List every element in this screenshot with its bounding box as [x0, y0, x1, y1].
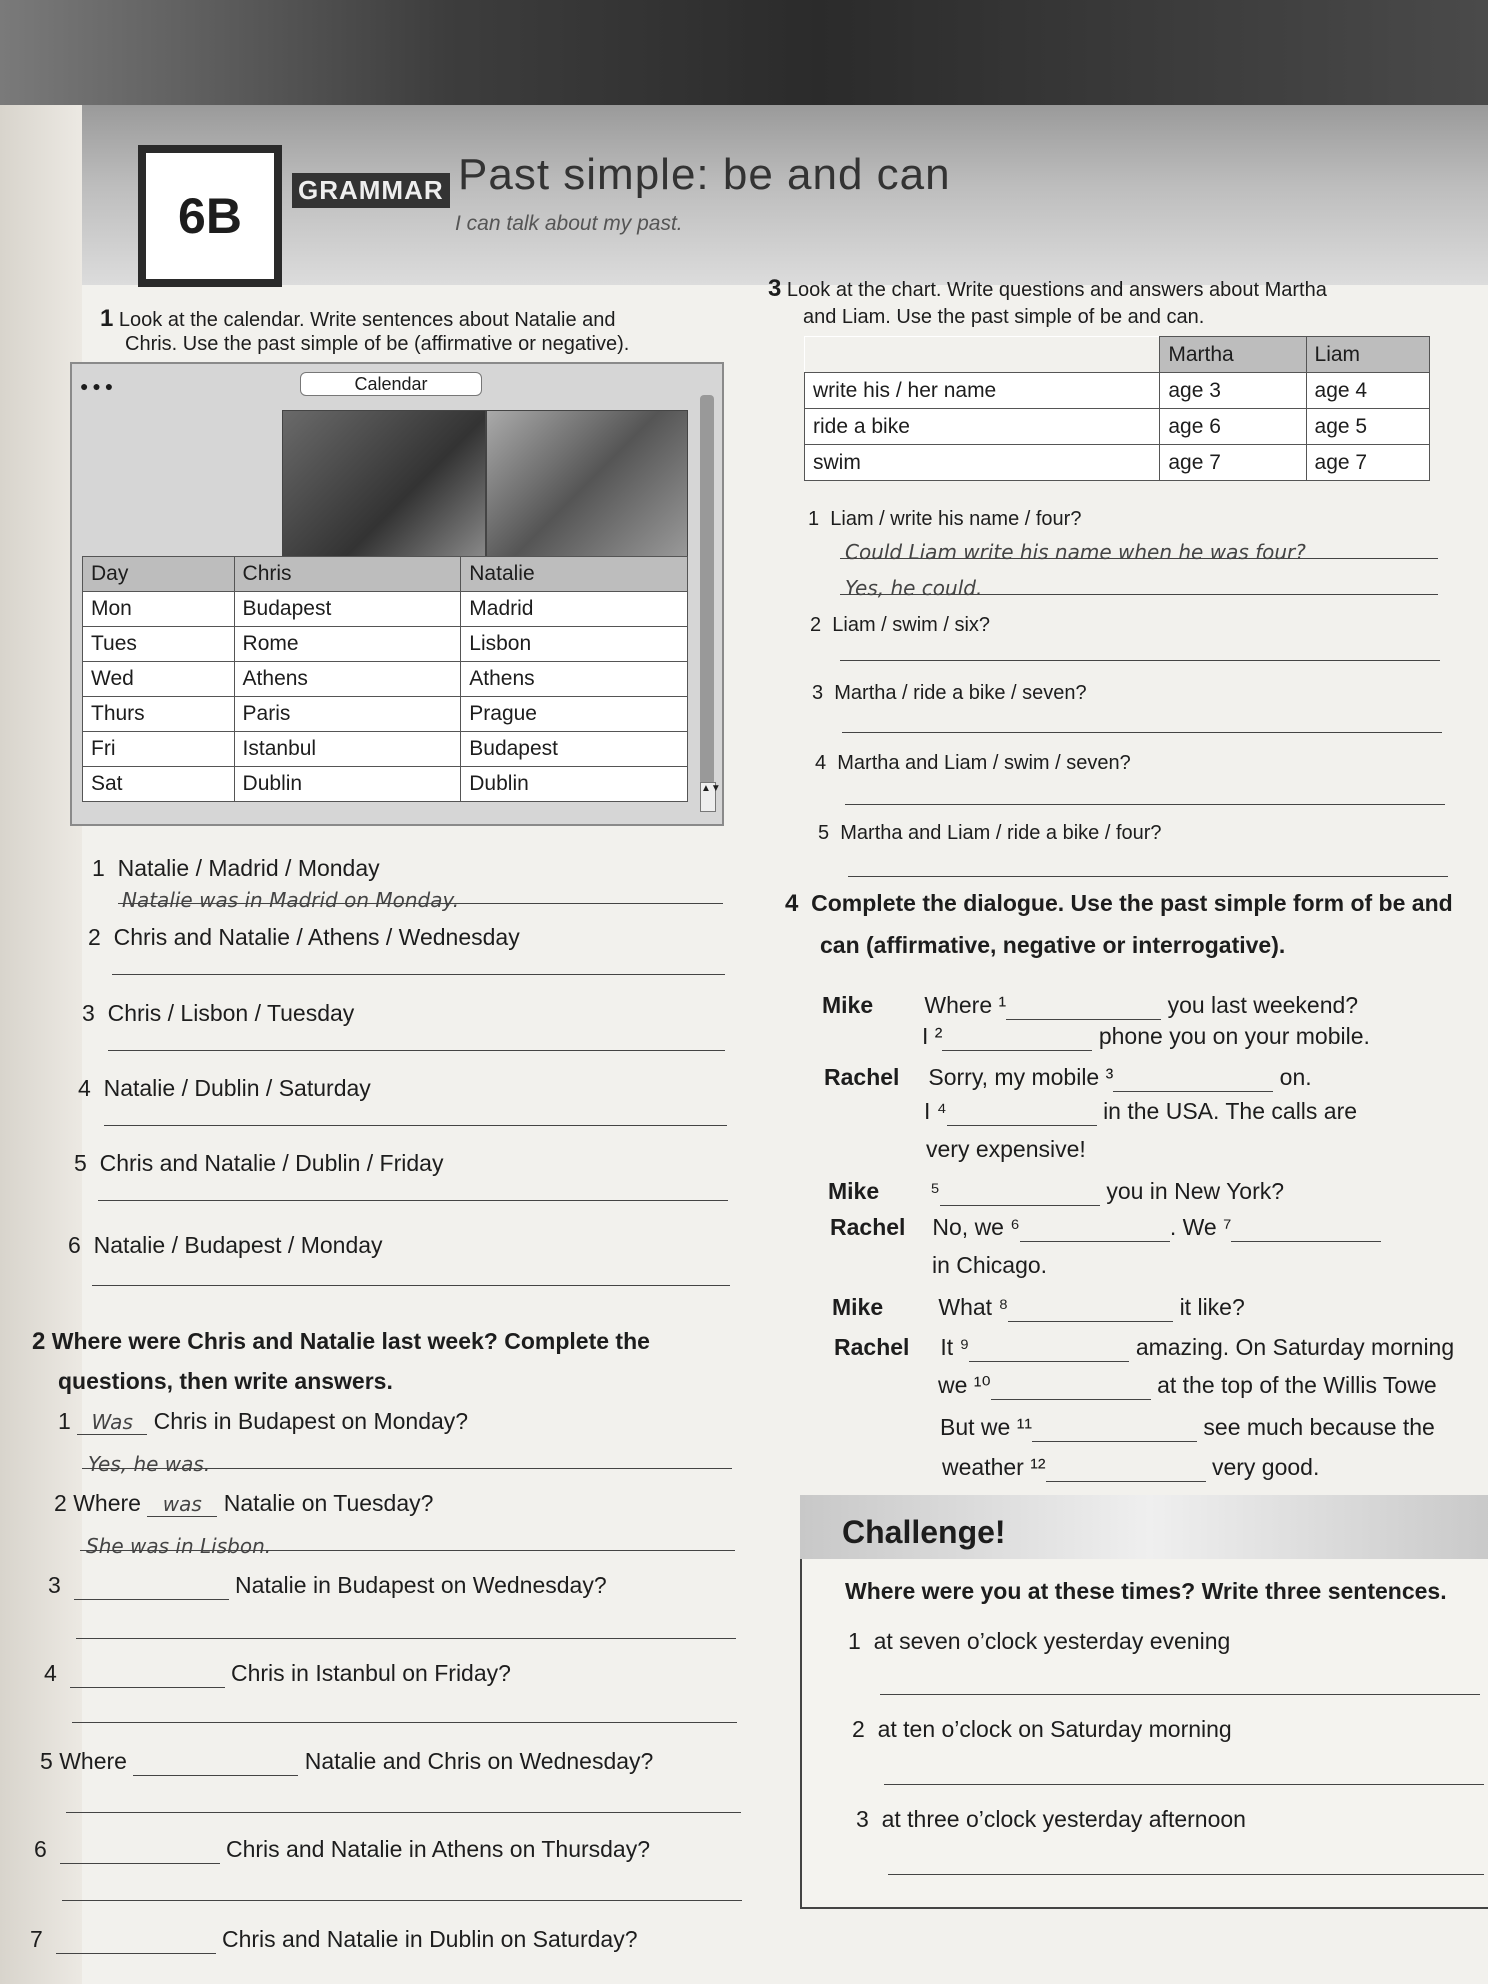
dialogue-line-13: [942, 1454, 1319, 1482]
dialogue-text: amazing. On Saturday morning: [1135, 1334, 1455, 1360]
table-cell: age 7: [1306, 445, 1429, 481]
dialogue-text: Where ¹: [924, 992, 1007, 1018]
ex1-item-1: [92, 855, 380, 882]
table-row: [805, 445, 1430, 481]
ex2-instruction-line1: Where were Chris and Natalie last week? Complete the: [51, 1328, 650, 1354]
item-prompt: Natalie / Dublin / Saturday: [103, 1075, 371, 1101]
ex3-item-3: [812, 682, 1087, 705]
fill-blank[interactable]: [969, 1334, 1129, 1362]
answer-line[interactable]: [108, 1050, 725, 1051]
item-question: Chris and Natalie in Athens on Thursday?: [225, 1836, 651, 1862]
table-cell: Fri: [83, 732, 235, 767]
dialogue-text: I ⁴: [924, 1098, 947, 1124]
dialogue-line-10: [834, 1334, 1454, 1362]
ex1-item-2: [88, 924, 520, 951]
scroll-arrows-icon[interactable]: ▲▼: [700, 782, 716, 812]
item-number: 1: [92, 855, 105, 881]
ex1-item-6: [68, 1232, 383, 1259]
dialogue-text: It ⁹: [940, 1334, 970, 1360]
calendar-title: Calendar: [300, 372, 482, 396]
table-row: [83, 627, 688, 662]
ages-chart-table: [804, 336, 1430, 481]
ex2-instruction: [32, 1328, 650, 1356]
ex4-instruction-line2: can (affirmative, negative or interrogative).: [820, 932, 1286, 958]
ex3-instruction-line2: and Liam. Use the past simple of be and can.: [803, 306, 1205, 328]
table-row: [83, 767, 688, 802]
answer-line[interactable]: [840, 660, 1440, 661]
table-row: [83, 592, 688, 627]
ex3-question-1: Could Liam write his name when he was four?: [845, 540, 1306, 564]
challenge-item-3: [856, 1806, 1246, 1833]
ex1-item-3: [82, 1000, 354, 1027]
calendar-scrollbar[interactable]: [700, 395, 714, 785]
speaker: Rachel: [830, 1214, 906, 1240]
table-cell: Mon: [83, 592, 235, 627]
answer-line[interactable]: [82, 1468, 732, 1469]
photo-chris: [282, 410, 486, 557]
table-cell: Lisbon: [461, 627, 688, 662]
ex4-instruction-line1: Complete the dialogue. Use the past simple form of be and: [811, 890, 1453, 916]
dialogue-text: on.: [1279, 1064, 1312, 1090]
item-text: at three o’clock yesterday afternoon: [881, 1806, 1246, 1832]
ex3-item-5: [818, 822, 1162, 845]
item-prompt: Natalie / Budapest / Monday: [93, 1232, 383, 1258]
dialogue-line-5: very expensive!: [926, 1136, 1086, 1162]
table-cell: write his / her name: [805, 373, 1160, 409]
dialogue-line-7: [830, 1214, 1381, 1242]
speaker: Mike: [828, 1178, 880, 1204]
fill-blank[interactable]: [1020, 1214, 1170, 1242]
speaker: Rachel: [824, 1064, 900, 1090]
table-row: [83, 732, 688, 767]
table-cell: Rome: [234, 627, 461, 662]
calendar-table: [82, 556, 688, 802]
answer-line[interactable]: [112, 974, 725, 975]
table-cell: age 5: [1306, 409, 1429, 445]
item-number: 2: [88, 924, 101, 950]
item-prefix: Where: [73, 1490, 141, 1516]
window-dots-icon: ● ● ●: [80, 378, 114, 394]
chart-header-row: [805, 337, 1430, 373]
top-shadow-band: [0, 0, 1488, 105]
answer-line[interactable]: [92, 1285, 730, 1286]
ex1-instruction: [100, 305, 616, 333]
dialogue-text: No, we ⁶: [932, 1214, 1020, 1240]
item-prompt: Martha and Liam / ride a bike / four?: [840, 822, 1162, 844]
dialogue-text: Sorry, my mobile ³: [928, 1064, 1114, 1090]
item-number: 5: [818, 822, 830, 844]
item-prompt: Martha and Liam / swim / seven?: [837, 752, 1131, 774]
grammar-tag: GRAMMAR: [292, 173, 450, 208]
item-number: 7: [30, 1926, 43, 1952]
item-number: 5: [74, 1150, 87, 1176]
ex3-item-2: [810, 614, 990, 637]
item-prompt: Liam / write his name / four?: [830, 508, 1082, 530]
challenge-item-1: [848, 1628, 1230, 1655]
ex3-number: 3: [768, 275, 782, 302]
answer-line[interactable]: [840, 558, 1438, 559]
dialogue-line-3: [824, 1064, 1312, 1092]
dialogue-text: see much because the: [1203, 1414, 1435, 1440]
answer-line[interactable]: [66, 1812, 741, 1813]
answer-line[interactable]: [842, 732, 1442, 733]
item-prompt: Chris and Natalie / Dublin / Friday: [99, 1150, 444, 1176]
item-prompt: Liam / swim / six?: [832, 614, 991, 636]
ex3-item-4: [815, 752, 1131, 775]
ex2-item-3: [48, 1572, 607, 1600]
dialogue-text: ⁵: [930, 1178, 940, 1204]
speaker: Mike: [832, 1294, 884, 1320]
ex2-item-4: [44, 1660, 511, 1688]
table-cell: Paris: [234, 697, 461, 732]
fill-blank[interactable]: [1231, 1214, 1381, 1242]
ex2-item-2: [54, 1490, 433, 1517]
fill-blank[interactable]: [1006, 992, 1161, 1020]
item-question: Chris in Budapest on Monday?: [153, 1408, 469, 1434]
fill-blank[interactable]: [1046, 1454, 1206, 1482]
ex2-item-7: [30, 1926, 638, 1954]
ex4-instruction: [785, 890, 1453, 918]
table-cell: ride a bike: [805, 409, 1160, 445]
table-row: [805, 373, 1430, 409]
dialogue-text: in the USA. The calls are: [1103, 1098, 1358, 1124]
dialogue-text: What ⁸: [938, 1294, 1009, 1320]
answer-line[interactable]: [76, 1638, 736, 1639]
item-number: 4: [815, 752, 827, 774]
item-number: 1: [58, 1408, 71, 1434]
table-cell: Prague: [461, 697, 688, 732]
ex3-answer-1: Yes, he could.: [845, 576, 983, 600]
table-cell: Budapest: [234, 592, 461, 627]
unit-number: 6B: [138, 145, 282, 287]
item-number: 3: [856, 1806, 869, 1832]
ex1-item-5: [74, 1150, 443, 1177]
table-cell: Istanbul: [234, 732, 461, 767]
dialogue-line-8: in Chicago.: [932, 1252, 1048, 1278]
challenge-item-2: [852, 1716, 1232, 1743]
table-cell: Athens: [234, 662, 461, 697]
dialogue-line-12: [940, 1414, 1435, 1442]
fill-blank[interactable]: was: [147, 1492, 217, 1517]
item-number: 1: [848, 1628, 861, 1654]
ex1-instruction-line2: Chris. Use the past simple of be (affirmative or negative).: [125, 333, 630, 355]
item-question: Natalie in Budapest on Wednesday?: [234, 1572, 607, 1598]
ex2-item-6: [34, 1836, 650, 1864]
dialogue-line-4: [924, 1098, 1357, 1126]
table-cell: age 3: [1160, 373, 1306, 409]
ex2-instruction-line2: questions, then write answers.: [58, 1368, 393, 1394]
item-prompt: Martha / ride a bike / seven?: [834, 682, 1087, 704]
dialogue-line-6: [828, 1178, 1284, 1206]
item-number: 4: [44, 1660, 57, 1686]
ex3-instruction-line1: Look at the chart. Write questions and answers about Martha: [786, 279, 1327, 301]
dialogue-text: very good.: [1211, 1454, 1320, 1480]
fill-blank[interactable]: [70, 1660, 225, 1688]
dialogue-text: it like?: [1179, 1294, 1245, 1320]
answer-line[interactable]: [845, 804, 1445, 805]
item-number: 3: [812, 682, 824, 704]
header-cell-empty: [805, 337, 1160, 373]
answer-line[interactable]: [840, 594, 1438, 595]
ex2-item-5: [40, 1748, 653, 1776]
answer-line[interactable]: [72, 1722, 737, 1723]
item-question: Natalie and Chris on Wednesday?: [304, 1748, 654, 1774]
item-question: Natalie on Tuesday?: [223, 1490, 434, 1516]
ex4-number: 4: [785, 890, 799, 917]
challenge-title: Challenge!: [842, 1514, 1006, 1550]
table-cell: Dublin: [461, 767, 688, 802]
answer-line[interactable]: [98, 1200, 728, 1201]
table-cell: age 7: [1160, 445, 1306, 481]
answer-line[interactable]: [880, 1694, 1480, 1695]
table-cell: age 4: [1306, 373, 1429, 409]
item-text: at seven o’clock yesterday evening: [873, 1628, 1231, 1654]
item-number: 2: [54, 1490, 67, 1516]
table-row: [83, 697, 688, 732]
table-cell: Athens: [461, 662, 688, 697]
ex1-item-4: [78, 1075, 371, 1102]
item-prompt: Natalie / Madrid / Monday: [117, 855, 380, 881]
item-number: 2: [810, 614, 822, 636]
photo-natalie: [486, 410, 688, 557]
item-question: Chris and Natalie in Dublin on Saturday?: [221, 1926, 638, 1952]
answer-line[interactable]: [118, 903, 723, 904]
fill-blank[interactable]: [942, 1023, 1092, 1051]
item-prompt: Chris / Lisbon / Tuesday: [107, 1000, 355, 1026]
answer-line[interactable]: [80, 1550, 735, 1551]
answer-line[interactable]: [848, 876, 1448, 877]
ex2-item-1: [58, 1408, 468, 1435]
table-row: [83, 662, 688, 697]
dialogue-text: . We ⁷: [1169, 1214, 1232, 1240]
ex2-answer-1: Yes, he was.: [88, 1452, 211, 1476]
challenge-instruction: Where were you at these times? Write three sentences.: [845, 1578, 1447, 1604]
dialogue-line-1: [822, 992, 1358, 1020]
dialogue-line-11: [938, 1372, 1437, 1400]
item-number: 3: [48, 1572, 61, 1598]
table-cell: Tues: [83, 627, 235, 662]
item-prompt: Chris and Natalie / Athens / Wednesday: [113, 924, 520, 950]
answer-line[interactable]: [62, 1900, 742, 1901]
fill-blank[interactable]: [56, 1926, 216, 1954]
item-number: 3: [82, 1000, 95, 1026]
table-cell: age 6: [1160, 409, 1306, 445]
item-number: 1: [808, 508, 820, 530]
dialogue-text: you last weekend?: [1167, 992, 1359, 1018]
item-number: 6: [68, 1232, 81, 1258]
dialogue-line-2: [922, 1023, 1370, 1051]
page-title: Past simple: be and can: [458, 150, 951, 199]
table-cell: Dublin: [234, 767, 461, 802]
answer-line[interactable]: [884, 1784, 1484, 1785]
header-cell: Natalie: [461, 557, 688, 592]
item-number: 4: [78, 1075, 91, 1101]
table-cell: swim: [805, 445, 1160, 481]
fill-blank[interactable]: [1032, 1414, 1197, 1442]
ex2-number: 2: [32, 1328, 46, 1355]
dialogue-text: at the top of the Willis Towe: [1157, 1372, 1437, 1398]
header-cell: Chris: [234, 557, 461, 592]
dialogue-text: I ²: [922, 1023, 943, 1049]
dialogue-text: weather ¹²: [942, 1454, 1046, 1480]
speaker: Rachel: [834, 1334, 910, 1360]
fill-blank[interactable]: [133, 1748, 298, 1776]
item-number: 5: [40, 1748, 53, 1774]
table-cell: Madrid: [461, 592, 688, 627]
page-subtitle: I can talk about my past.: [455, 212, 683, 235]
ex1-number: 1: [100, 305, 114, 332]
fill-blank[interactable]: [74, 1572, 229, 1600]
table-cell: Sat: [83, 767, 235, 802]
fill-blank[interactable]: Was: [77, 1410, 147, 1435]
answer-line[interactable]: [104, 1125, 727, 1126]
ex3-item-1: [808, 508, 1081, 531]
fill-blank[interactable]: [947, 1098, 1097, 1126]
table-row: [805, 409, 1430, 445]
table-cell: Wed: [83, 662, 235, 697]
item-prefix: Where: [59, 1748, 127, 1774]
answer-line[interactable]: [888, 1874, 1484, 1875]
fill-blank[interactable]: [1008, 1294, 1173, 1322]
ex2-answer-2: She was in Lisbon.: [86, 1534, 272, 1558]
fill-blank[interactable]: [991, 1372, 1151, 1400]
item-text: at ten o’clock on Saturday morning: [877, 1716, 1232, 1742]
speaker: Mike: [822, 992, 874, 1018]
item-number: 6: [34, 1836, 47, 1862]
header-cell: Liam: [1306, 337, 1429, 373]
dialogue-text: phone you on your mobile.: [1098, 1023, 1370, 1049]
item-question: Chris in Istanbul on Friday?: [230, 1660, 511, 1686]
fill-blank[interactable]: [940, 1178, 1100, 1206]
dialogue-text: you in New York?: [1106, 1178, 1285, 1204]
ex3-instruction: [768, 275, 1327, 303]
calendar-header-row: [83, 557, 688, 592]
table-cell: Budapest: [461, 732, 688, 767]
table-cell: Thurs: [83, 697, 235, 732]
item-number: 2: [852, 1716, 865, 1742]
dialogue-text: we ¹⁰: [938, 1372, 991, 1398]
ex1-answer-1: Natalie was in Madrid on Monday.: [122, 888, 460, 912]
dialogue-line-9: [832, 1294, 1245, 1322]
fill-blank[interactable]: [1113, 1064, 1273, 1092]
header-cell: Day: [83, 557, 235, 592]
fill-blank[interactable]: [60, 1836, 220, 1864]
dialogue-text: But we ¹¹: [940, 1414, 1033, 1440]
ex1-instruction-line1: Look at the calendar. Write sentences about Natalie and: [118, 309, 616, 331]
header-cell: Martha: [1160, 337, 1306, 373]
